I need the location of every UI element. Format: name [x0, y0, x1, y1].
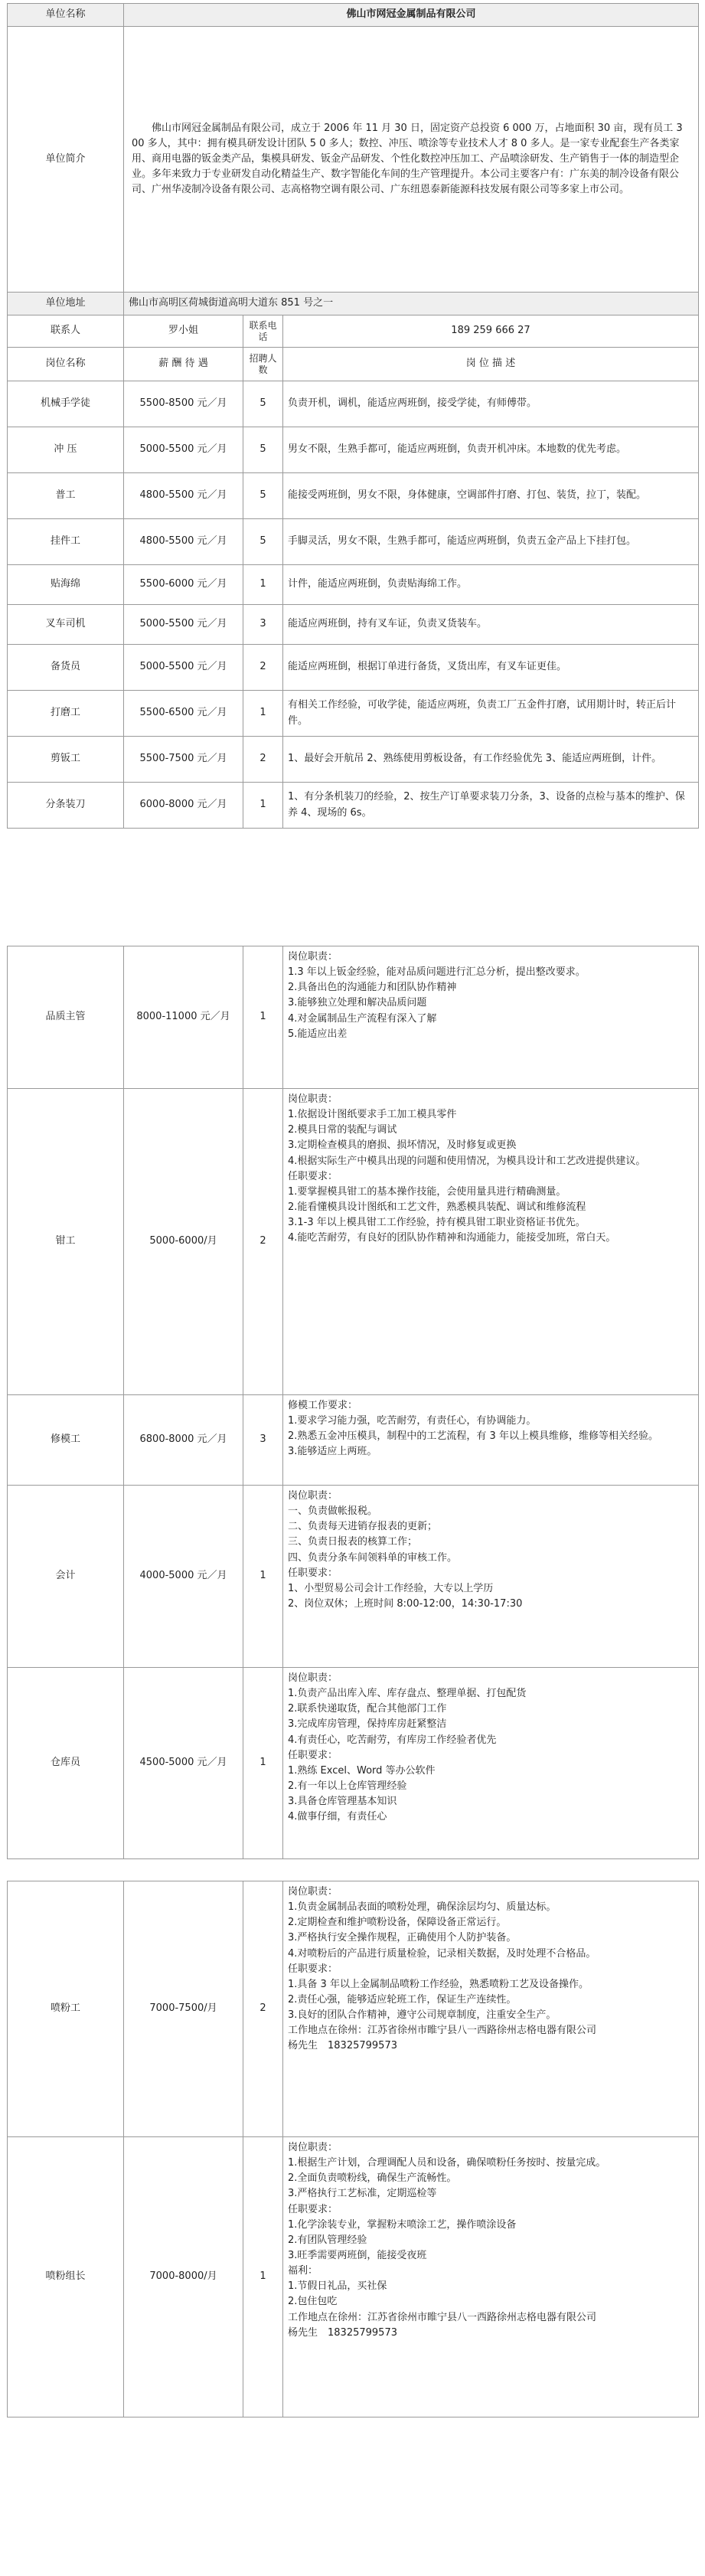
job-post: 喷粉组长	[8, 2137, 124, 2417]
job-description-line: 2.定期检查和维护喷粉设备，保障设备正常运行。	[288, 1917, 507, 1929]
job-salary: 5500-8500 元／月	[124, 381, 243, 427]
company-intro: 佛山市网冠金属制品有限公司，成立于 2006 年 11 月 30 日，固定资产总投资 6 000 万，占地面积 30 亩，现有员工 3 00 多人，其中：拥有模具研发设计团队 5 0 多人；数控、冲压、喷涂等专业技术人才 8 0 多人。是一家专业配套生产各类家用、商用电器的钣金类产品，集模具研发、钣金产品研发、个性化数控冲压加工、产品喷涂研发、生产销售于一体的制造型企业。多年来致力于专业研发自动化精益生产、数字智能化车间的生产管理提升。本公司主要客户有：广东美的制冷设备有限公司、广州华凌制冷设备有限公司、志高格物空调有限公司、广东纽恩泰新能源科技发展有限公司等多家上市公司。	[124, 27, 699, 293]
company-intro-row	[8, 27, 699, 293]
job-description-line: 1、最好会开航吊 2、熟练使用剪板设备，有工作经验优先 3、能适应两班倒，计件。	[288, 753, 662, 765]
job-post: 钳工	[8, 1089, 124, 1395]
job-post: 冲 压	[8, 427, 124, 473]
header-post: 岗位名称	[8, 348, 124, 381]
job-salary: 4000-5000 元／月	[124, 1486, 243, 1668]
job-row	[8, 691, 699, 737]
job-post: 喷粉工	[8, 1881, 124, 2137]
job-description-line: 3.完成库房管理，保持库房赶紧整洁	[288, 1718, 447, 1731]
job-description-line: 4.做事仔细，有责任心	[288, 1811, 387, 1823]
job-post: 品质主管	[8, 946, 124, 1089]
job-description-line: 4.能吃苦耐劳，有良好的团队协作精神和沟通能力，能接受加班，常白天。	[288, 1232, 616, 1244]
job-description-line: 3.能够适应上两班。	[288, 1446, 377, 1458]
job-post: 打磨工	[8, 691, 124, 737]
jobs-table-3	[7, 1881, 699, 2417]
job-salary: 4500-5000 元／月	[124, 1668, 243, 1859]
job-row	[8, 783, 699, 829]
job-count: 1	[243, 1668, 283, 1859]
job-description-line: 3.具备仓库管理基本知识	[288, 1796, 397, 1808]
job-row	[8, 2137, 699, 2417]
job-salary: 5500-7500 元／月	[124, 737, 243, 783]
job-description-line: 2.包住包吃	[288, 2296, 338, 2308]
job-description-line: 能接受两班倒，男女不限，身体健康，空调部件打磨、打包、装货，拉丁，装配。	[288, 489, 647, 502]
job-row	[8, 473, 699, 519]
job-post: 会计	[8, 1486, 124, 1668]
job-description	[283, 946, 699, 1089]
job-count: 3	[243, 1395, 283, 1486]
job-description	[283, 1395, 699, 1486]
job-salary: 6000-8000 元／月	[124, 783, 243, 829]
job-description-line: 1.3 年以上钣金经验，能对品质问题进行汇总分析，提出整改要求。	[288, 966, 586, 979]
job-description-line: 2.能看懂模具设计图纸和工艺文件，熟悉模具装配、调试和维修流程	[288, 1201, 586, 1213]
company-address-row	[8, 293, 699, 315]
job-description-line: 任职要求：	[288, 1567, 338, 1579]
job-row	[8, 1089, 699, 1395]
job-count: 5	[243, 519, 283, 565]
job-description-line: 4.对喷粉后的产品进行质量检验，记录相关数据，及时处理不合格品。	[288, 1947, 596, 1960]
job-description	[283, 737, 699, 783]
job-count: 2	[243, 737, 283, 783]
job-post: 叉车司机	[8, 605, 124, 645]
job-row	[8, 737, 699, 783]
jobs-list-2	[8, 946, 699, 1859]
company-address-label: 单位地址	[8, 293, 124, 315]
job-description-line: 3.1-3 年以上模具钳工工作经验，持有模具钳工职业资格证书优先。	[288, 1217, 586, 1229]
job-description-line: 4.对金属制品生产流程有深入了解	[288, 1012, 437, 1025]
job-salary: 7000-8000/月	[124, 2137, 243, 2417]
job-description-line: 2.具备出色的沟通能力和团队协作精神	[288, 982, 457, 994]
job-row	[8, 645, 699, 691]
job-description-line: 工作地点在徐州：江苏省徐州市睢宁县八一西路徐州志格电器有限公司	[288, 2025, 597, 2037]
job-description-line: 四、负责分条车间领料单的审核工作。	[288, 1551, 458, 1564]
company-address: 佛山市高明区荷城街道高明大道东 851 号之一	[124, 293, 699, 315]
job-salary: 5000-6000/月	[124, 1089, 243, 1395]
job-count: 1	[243, 783, 283, 829]
job-description	[283, 565, 699, 605]
job-description	[283, 473, 699, 519]
job-description-line: 1.熟练 Excel、Word 等办公软件	[288, 1764, 436, 1777]
phone-number: 189 259 666 27	[283, 315, 699, 348]
job-description	[283, 1668, 699, 1859]
job-description-line: 岗位职责：	[288, 1886, 338, 1898]
job-description-line: 3.良好的团队合作精神，遵守公司规章制度，注重安全生产。	[288, 2009, 556, 2022]
job-description	[283, 427, 699, 473]
job-row	[8, 1486, 699, 1668]
job-description	[283, 2137, 699, 2417]
job-salary: 6800-8000 元／月	[124, 1395, 243, 1486]
job-post: 仓库员	[8, 1668, 124, 1859]
job-description	[283, 381, 699, 427]
job-post: 备货员	[8, 645, 124, 691]
header-desc: 岗 位 描 述	[283, 348, 699, 381]
job-description-line: 计件，能适应两班倒，负责贴海绵工作。	[288, 578, 468, 590]
job-post: 机械手学徒	[8, 381, 124, 427]
job-description-line: 手脚灵活，男女不限，生熟手都可，能适应两班倒，负责五金产品上下挂打包。	[288, 535, 637, 548]
job-description-line: 3.定期检查模具的磨损、损坏情况，及时修复或更换	[288, 1139, 517, 1152]
job-description-line: 岗位职责：	[288, 1672, 338, 1684]
job-description-line: 2.有一年以上仓库管理经验	[288, 1780, 407, 1792]
job-salary: 4800-5500 元／月	[124, 519, 243, 565]
job-row	[8, 519, 699, 565]
header-salary: 薪 酬 待 遇	[124, 348, 243, 381]
job-count: 5	[243, 381, 283, 427]
job-description-line: 4.有责任心，吃苦耐劳，有库房工作经验者优先	[288, 1734, 497, 1746]
job-description-line: 1.具备 3 年以上金属制品喷粉工作经验，熟悉喷粉工艺及设备操作。	[288, 1978, 589, 1990]
job-count: 1	[243, 2137, 283, 2417]
job-description-line: 男女不限，生熟手都可，能适应两班倒，负责开机冲床。本地数的优先考虑。	[288, 443, 627, 456]
job-description-line: 1.要求学习能力强，吃苦耐劳，有责任心，有协调能力。	[288, 1415, 537, 1427]
job-salary: 7000-7500/月	[124, 1881, 243, 2137]
job-description	[283, 783, 699, 829]
job-count: 5	[243, 473, 283, 519]
job-description-line: 能适应两班倒，持有叉车证，负责叉货装车。	[288, 618, 488, 630]
job-description	[283, 645, 699, 691]
job-description-line: 负责开机，调机，能适应两班倒，接受学徒，有师傅带。	[288, 397, 537, 410]
company-name-row	[8, 4, 699, 27]
job-description-line: 2.模具日常的装配与调试	[288, 1124, 397, 1136]
job-description-line: 4.根据实际生产中模具出现的问题和使用情况，为模具设计和工艺改进提供建议。	[288, 1155, 646, 1167]
job-description-line: 杨先生 18325799573	[288, 2040, 397, 2052]
job-description-line: 有相关工作经验，可收学徒，能适应两班，负责工厂五金件打磨，试用期计时，转正后计件。	[288, 699, 677, 727]
job-description-line: 福利：	[288, 2265, 318, 2277]
job-description-line: 任职要求：	[288, 1963, 338, 1975]
contact-label: 联系人	[8, 315, 124, 348]
job-description-line: 1.根据生产计划，合理调配人员和设备，确保喷粉任务按时、按量完成。	[288, 2157, 606, 2169]
job-description-line: 杨先生 18325799573	[288, 2326, 397, 2339]
job-salary: 5500-6500 元／月	[124, 691, 243, 737]
job-description	[283, 519, 699, 565]
job-row	[8, 1881, 699, 2137]
job-description-line: 岗位职责：	[288, 1490, 338, 1502]
job-post: 贴海绵	[8, 565, 124, 605]
job-description-line: 5.能适应出差	[288, 1028, 348, 1040]
job-description-line: 1.节假日礼品，买社保	[288, 2280, 387, 2293]
job-description-line: 2.有团队管理经验	[288, 2234, 367, 2246]
job-count: 2	[243, 1089, 283, 1395]
job-description-line: 二、负责每天进销存报表的更新；	[288, 1521, 438, 1533]
job-description-line: 任职要求：	[288, 1749, 338, 1761]
job-description	[283, 605, 699, 645]
job-description-line: 2.全面负责喷粉线，确保生产流畅性。	[288, 2172, 457, 2185]
job-post: 分条装刀	[8, 783, 124, 829]
phone-label: 联系电话	[243, 315, 283, 348]
job-description	[283, 691, 699, 737]
job-description-line: 工作地点在徐州：江苏省徐州市睢宁县八一西路徐州志格电器有限公司	[288, 2311, 597, 2323]
job-description-line: 1、小型贸易公司会计工作经验，大专以上学历	[288, 1582, 494, 1594]
job-description-line: 2、岗位双休；上班时间 8:00-12:00，14:30-17:30	[288, 1597, 523, 1610]
job-description-line: 岗位职责：	[288, 1093, 338, 1105]
job-description-line: 修模工作要求：	[288, 1400, 358, 1411]
jobs-table-2	[7, 946, 699, 1859]
contact-row	[8, 315, 699, 348]
job-count: 3	[243, 605, 283, 645]
job-count: 1	[243, 946, 283, 1089]
job-description-line: 2.熟悉五金冲压模具，制程中的工艺流程，有 3 年以上模具维修，维修等相关经验。	[288, 1430, 658, 1443]
job-post: 修模工	[8, 1395, 124, 1486]
job-count: 2	[243, 1881, 283, 2137]
job-salary: 5000-5500 元／月	[124, 645, 243, 691]
job-count: 5	[243, 427, 283, 473]
job-post: 普工	[8, 473, 124, 519]
contact-name: 罗小姐	[124, 315, 243, 348]
job-description-line: 一、负责做帐报税。	[288, 1505, 378, 1518]
job-row	[8, 381, 699, 427]
job-description-line: 1.负责产品出库入库、库存盘点、整理单据、打包配货	[288, 1688, 527, 1700]
job-description-line: 能适应两班倒，根据订单进行备货，叉货出库，有叉车证更佳。	[288, 661, 567, 673]
job-description-line: 岗位职责：	[288, 951, 338, 963]
job-description-line: 3.严格执行安全操作规程，正确使用个人防护装备。	[288, 1932, 517, 1944]
job-description-line: 1、有分条机装刀的经验，2、按生产订单要求装刀分条，3、设备的点检与基本的维护、保养 4、现场的 6s。	[288, 791, 685, 819]
company-name: 佛山市网冠金属制品有限公司	[124, 4, 699, 27]
jobs-header-row	[8, 348, 699, 381]
job-description-line: 岗位职责：	[288, 2142, 338, 2153]
job-count: 1	[243, 691, 283, 737]
job-post: 挂件工	[8, 519, 124, 565]
job-row	[8, 1668, 699, 1859]
company-jobs-table	[7, 3, 699, 829]
header-count: 招聘人数	[243, 348, 283, 381]
job-description-line: 1.负责金属制品表面的喷粉处理，确保涂层均匀、质量达标。	[288, 1901, 556, 1914]
job-description-line: 3.严格执行工艺标准，定期巡检等	[288, 2188, 437, 2200]
job-description-line: 1.依据设计图纸要求手工加工模具零件	[288, 1109, 457, 1121]
jobs-list-3	[8, 1881, 699, 2417]
job-salary: 5500-6000 元／月	[124, 565, 243, 605]
job-description-line: 1.化学涂装专业，掌握粉末喷涂工艺，操作喷涂设备	[288, 2218, 517, 2231]
job-description	[283, 1881, 699, 2137]
job-description-line: 3.旺季需要两班倒，能接受夜班	[288, 2249, 427, 2261]
company-name-label: 单位名称	[8, 4, 124, 27]
company-intro-label: 单位简介	[8, 27, 124, 293]
job-salary: 5000-5500 元／月	[124, 605, 243, 645]
job-count: 1	[243, 1486, 283, 1668]
jobs-list	[8, 381, 699, 829]
job-description-line: 3.能够独立处理和解决品质问题	[288, 997, 427, 1009]
job-row	[8, 605, 699, 645]
job-salary: 5000-5500 元／月	[124, 427, 243, 473]
job-row	[8, 565, 699, 605]
job-description-line: 任职要求：	[288, 1170, 338, 1182]
job-description-line: 2.联系快递取货，配合其他部门工作	[288, 1703, 447, 1715]
job-count: 1	[243, 565, 283, 605]
job-salary: 4800-5500 元／月	[124, 473, 243, 519]
job-row	[8, 427, 699, 473]
job-description-line: 任职要求：	[288, 2203, 338, 2215]
job-description-line: 三、负责日报表的核算工作；	[288, 1536, 418, 1548]
job-salary: 8000-11000 元／月	[124, 946, 243, 1089]
job-description-line: 2.责任心强，能够适应轮班工作，保证生产连续性。	[288, 1993, 517, 2006]
job-count: 2	[243, 645, 283, 691]
job-row	[8, 1395, 699, 1486]
job-row	[8, 946, 699, 1089]
job-description	[283, 1089, 699, 1395]
job-description-line: 1.要掌握模具钳工的基本操作技能，会使用量具进行精确测量。	[288, 1185, 566, 1198]
job-description	[283, 1486, 699, 1668]
job-post: 剪钣工	[8, 737, 124, 783]
